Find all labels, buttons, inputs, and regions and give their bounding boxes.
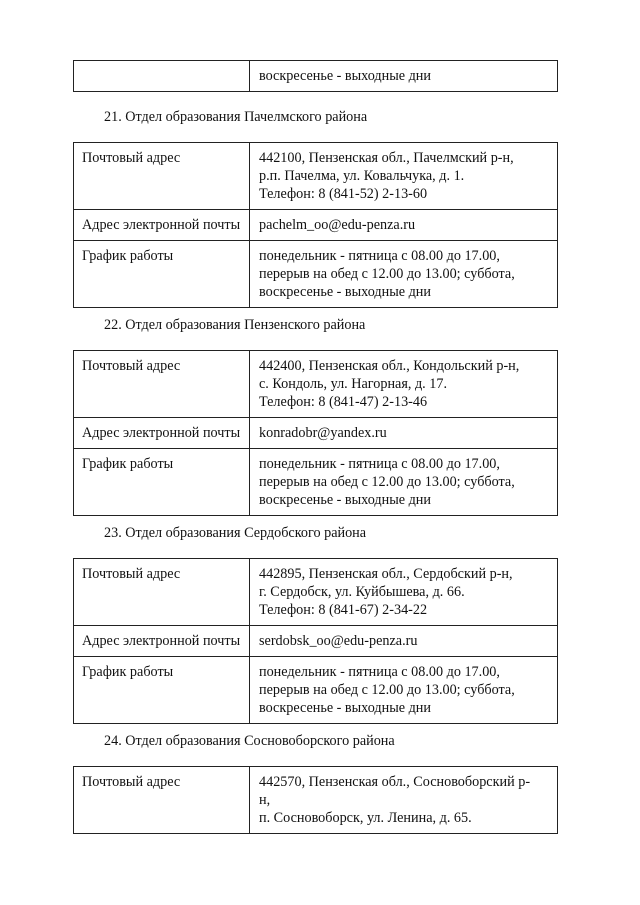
postal-value: 442895, Пензенская обл., Сердобский р-н, г. Сердобск, ул. Куйбышева, д. 66. Телефон: 8 (841-67) 2-34-22 — [250, 559, 558, 626]
schedule-tail-cell: воскресенье - выходные дни — [250, 61, 558, 92]
email-value: konradobr@yandex.ru — [250, 418, 558, 449]
table-row-email — [74, 418, 558, 449]
postal-value: 442570, Пензенская обл., Сосновоборский р- н, п. Сосновоборск, ул. Ленина, д. 65. — [250, 767, 558, 834]
table-section-23 — [73, 558, 558, 724]
postal-label: Почтовый адрес — [74, 143, 250, 210]
schedule-label: График работы — [74, 449, 250, 516]
email-label: Адрес электронной почты — [74, 626, 250, 657]
table-section-24 — [73, 766, 558, 834]
section-heading-24: 24. Отдел образования Сосновоборского района — [104, 733, 395, 749]
postal-label: Почтовый адрес — [74, 351, 250, 418]
table-section-21 — [73, 142, 558, 308]
section-heading-21: 21. Отдел образования Пачелмского района — [104, 109, 368, 125]
email-label: Адрес электронной почты — [74, 418, 250, 449]
postal-label: Почтовый адрес — [74, 767, 250, 834]
email-value: serdobsk_oo@edu-penza.ru — [250, 626, 558, 657]
table-row-postal — [74, 351, 558, 418]
section-heading-22: 22. Отдел образования Пензенского района — [104, 317, 366, 333]
section-heading-23: 23. Отдел образования Сердобского района — [104, 525, 367, 541]
table-prev-fragment — [73, 60, 558, 92]
postal-label: Почтовый адрес — [74, 559, 250, 626]
postal-value: 442100, Пензенская обл., Пачелмский р-н, р.п. Пачелма, ул. Ковальчука, д. 1. Телефон: 8 (841-52) 2-13-60 — [250, 143, 558, 210]
table-row-schedule — [74, 449, 558, 516]
schedule-label: График работы — [74, 241, 250, 308]
table-row-postal — [74, 559, 558, 626]
empty-label-cell — [74, 61, 250, 92]
schedule-label: График работы — [74, 657, 250, 724]
schedule-value: понедельник - пятница с 08.00 до 17.00, перерыв на обед с 12.00 до 13.00; суббота, воскресенье - выходные дни — [250, 241, 558, 308]
table-row-postal — [74, 767, 558, 834]
schedule-value: понедельник - пятница с 08.00 до 17.00, перерыв на обед с 12.00 до 13.00; суббота, воскресенье - выходные дни — [250, 657, 558, 724]
table-row-email — [74, 210, 558, 241]
table-row-schedule — [74, 241, 558, 308]
email-value: pachelm_oo@edu-penza.ru — [250, 210, 558, 241]
table-row-email — [74, 626, 558, 657]
table-row — [74, 61, 558, 92]
table-section-22 — [73, 350, 558, 516]
postal-value: 442400, Пензенская обл., Кондольский р-н, с. Кондоль, ул. Нагорная, д. 17. Телефон: 8 (841-47) 2-13-46 — [250, 351, 558, 418]
table-row-postal — [74, 143, 558, 210]
email-label: Адрес электронной почты — [74, 210, 250, 241]
table-row-schedule — [74, 657, 558, 724]
schedule-value: понедельник - пятница с 08.00 до 17.00, перерыв на обед с 12.00 до 13.00; суббота, воскресенье - выходные дни — [250, 449, 558, 516]
